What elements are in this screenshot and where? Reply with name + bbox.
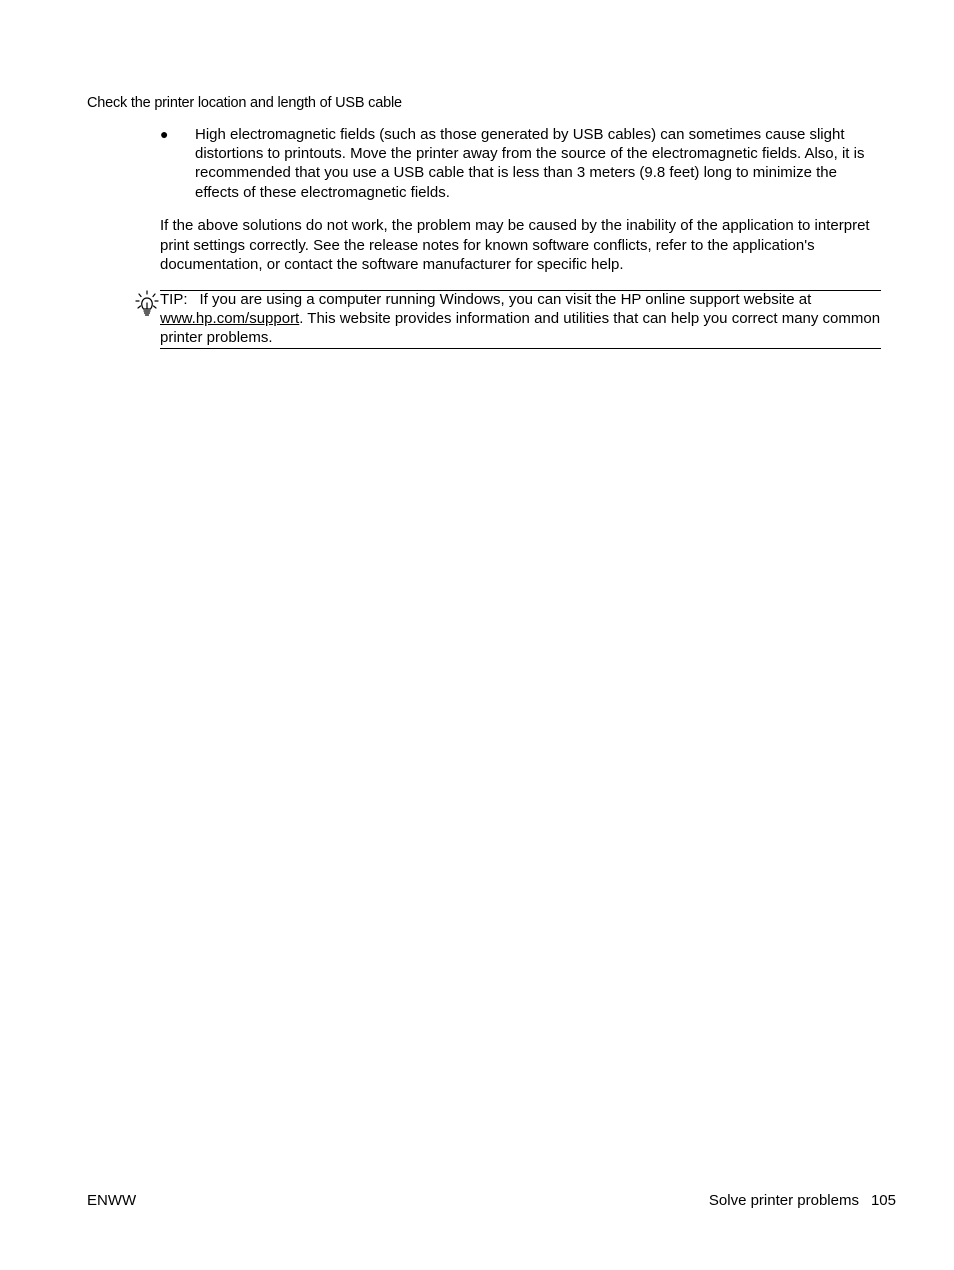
bullet-text: High electromagnetic fields (such as those generated by USB cables) can sometimes cause slight distortions to printouts. Move the printer away from the source of the electromagnetic fields. Also, it is recommended that you use a USB cable that is less than 3 meters (9.8 feet) long to minimize the effects of these electromagnetic fields. (195, 126, 865, 201)
tip-text-after-link: . This website provides information and utilities that can help you correct many common printer problems. (160, 310, 881, 347)
footer-left-label: ENWW (87, 1192, 137, 1209)
bullet-marker: ● (160, 126, 169, 142)
tip-label: TIP: (160, 291, 188, 308)
page-number: 105 (870, 1192, 896, 1209)
section-heading: Check the printer location and length of USB cable (87, 95, 402, 111)
footer-section-title: Solve printer problems (708, 1192, 859, 1209)
tip-text (160, 290, 881, 347)
body-paragraph: If the above solutions do not work, the problem may be caused by the inability of the application to interpret print settings correctly. See the release notes for known software conflicts, refer to the application's documentation, or contact the software manufacturer for specific help. (160, 217, 870, 274)
tip-text-before-link: If you are using a computer running Windows, you can visit the HP online support website at (199, 291, 812, 308)
tip-box (160, 290, 881, 349)
hp-support-link[interactable]: www.hp.com/support (160, 310, 300, 328)
footer-right (709, 1191, 896, 1210)
lightbulb-icon (135, 290, 159, 320)
